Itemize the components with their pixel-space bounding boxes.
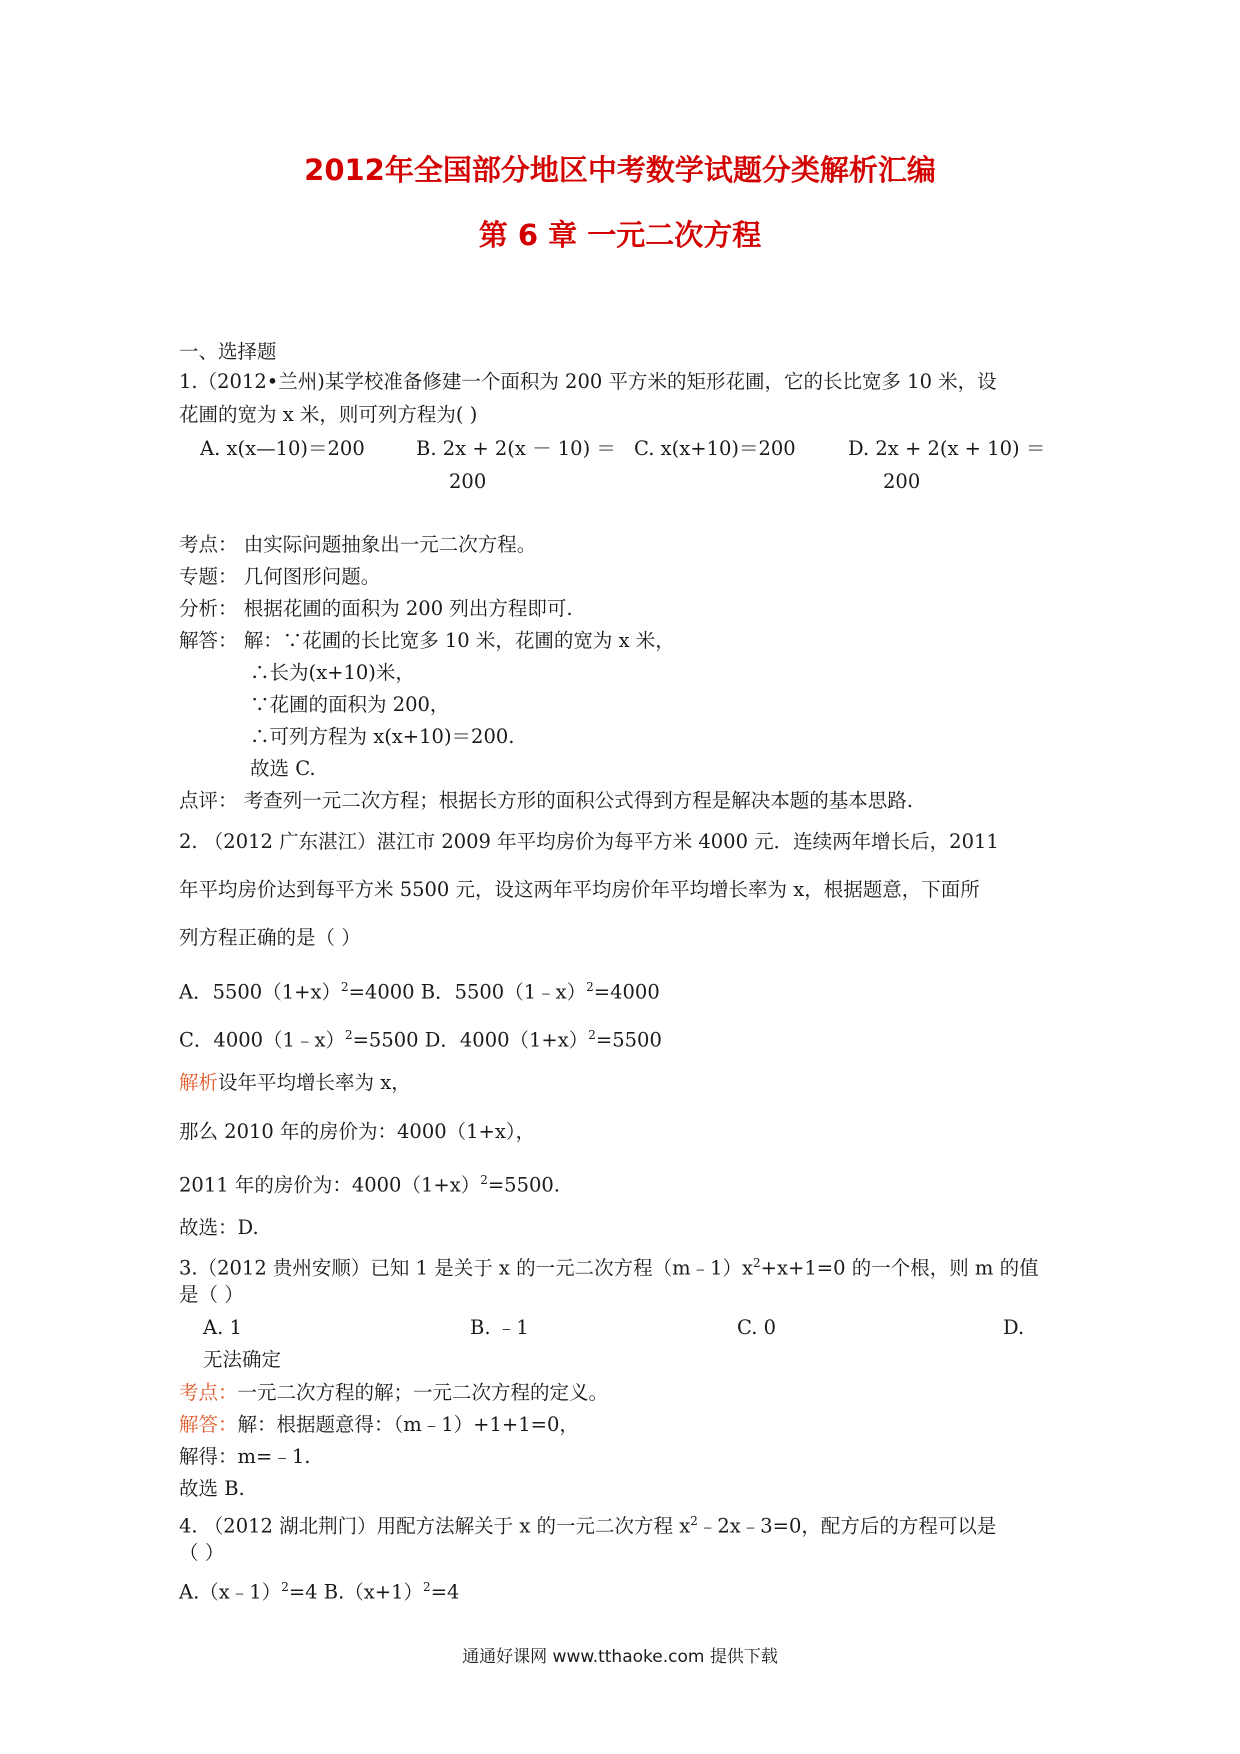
q2-stem-line1: 2. （2012 广东湛江）湛江市 2009 年平均房价为每平方米 4000 元．连续两年增长后，2011: [179, 830, 999, 853]
q3-option-d-cont: 无法确定: [203, 1348, 282, 1371]
q2-options-ab: A．$5500(1+x)^2=4000$ B．5500（1﹣x）$^2$=4000: [179, 980, 660, 1004]
chapter-title: 第 6 章 一元二次方程: [478, 218, 762, 252]
q3-jiede: 解得：m=﹣1.: [179, 1445, 311, 1468]
q3-stem-line1: 3.（2012 贵州安顺）已知 1 是关于 x 的一元二次方程$(m﹣1)x^2+x+1=0$ 的一个根，则 m 的值: [179, 1256, 1039, 1280]
q1-zhuanti: 专题： 几何图形问题。: [179, 565, 381, 588]
q1-jieda-line2: ∴长为(x+10)米，: [250, 661, 415, 684]
q1-jieda-line3: ∵花圃的面积为 200，: [250, 693, 450, 716]
q3-option-d: D.: [1003, 1316, 1025, 1339]
q1-jieda-line4: ∴可列方程为 x(x+10)＝200.: [250, 725, 515, 748]
q2-line3: 2011 年的房价为：$4000(1+x)^2=5500$.: [179, 1173, 561, 1197]
q4-options-ab: A.（x﹣1）$^2$=4 $B.(x+1)^2=4$: [179, 1580, 460, 1604]
q1-option-d: D. 2x + 2(x + 10) ＝: [848, 437, 1046, 460]
q1-option-c: C. x(x+10)＝200: [634, 437, 796, 460]
q2-line4: 故选：D.: [179, 1216, 259, 1239]
document-title: 2012年全国部分地区中考数学试题分类解析汇编: [304, 153, 936, 187]
q1-jieda: 解答： 解：∵花圃的长比宽多 10 米，花圃的宽为 x 米，: [179, 629, 675, 652]
q3-kaodian: 考点：一元二次方程的解；一元二次方程的定义。: [179, 1381, 609, 1404]
q1-kaodian: 考点： 由实际问题抽象出一元二次方程。: [179, 533, 537, 556]
q3-jieda: 解答：解：根据题意得：（m﹣1）+1+1=0，: [179, 1413, 579, 1436]
section-heading: 一、选择题: [179, 340, 277, 363]
q1-dianping: 点评： 考查列一元二次方程；根据长方形的面积公式得到方程是解决本题的基本思路.: [179, 789, 913, 812]
q1-jieda-line5: 故选 C.: [250, 757, 316, 780]
q2-line2: 那么 2010 年的房价为：4000（1+x），: [179, 1120, 536, 1143]
q1-option-a: A. x(x—10)＝200: [200, 437, 365, 460]
q3-option-c: C. 0: [737, 1316, 777, 1339]
q2-jiexi: 解析设年平均增长率为 x，: [179, 1071, 411, 1094]
q2-options-cd: C．4000（1﹣x）$^2$=5500 D．$4000(1+x)^2=5500$: [179, 1028, 662, 1052]
page-footer: 通通好课网 www.tthaoke.com 提供下载: [462, 1647, 778, 1667]
q1-option-d-cont: 200: [883, 470, 921, 493]
q2-stem-line3: 列方程正确的是（ ）: [179, 926, 361, 949]
q3-stem-line2: 是（ ）: [179, 1283, 244, 1306]
q2-stem-line2: 年平均房价达到每平方米 5500 元，设这两年平均房价年平均增长率为 x，根据题意，下面所: [179, 878, 980, 901]
q1-stem-line1: 1.（2012•兰州)某学校准备修建一个面积为 200 平方米的矩形花圃，它的长比宽多 10 米，设: [179, 370, 997, 393]
q4-stem-line1: 4. （2012 湖北荆门）用配方法解关于 x 的一元二次方程 $x^2﹣2x﹣3=0$，配方后的方程可以是: [179, 1514, 997, 1538]
q1-fenxi: 分析： 根据花圃的面积为 200 列出方程即可.: [179, 597, 573, 620]
q1-option-b-cont: 200: [449, 470, 487, 493]
q3-option-a: A. 1: [203, 1316, 242, 1339]
q3-guxuan: 故选 B.: [179, 1477, 245, 1500]
q4-stem-line2: （ ）: [179, 1541, 225, 1564]
q3-option-b: B. ﹣1: [470, 1316, 529, 1339]
q1-option-b: B. 2x + 2(x － 10) ＝: [416, 437, 616, 460]
q1-stem-line2: 花圃的宽为 x 米，则可列方程为( ): [179, 403, 478, 426]
